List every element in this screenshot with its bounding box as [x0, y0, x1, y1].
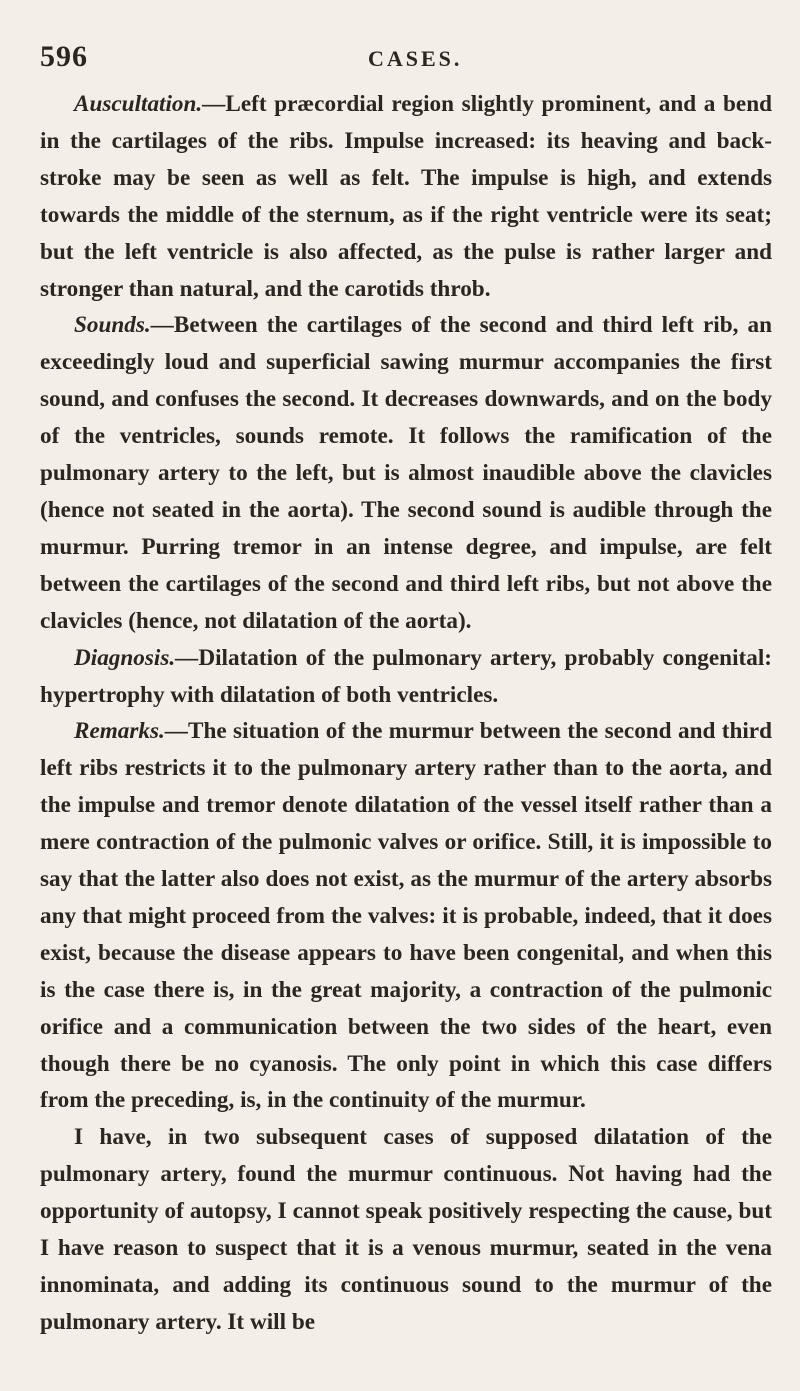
paragraph-subsequent-cases — [40, 1119, 772, 1340]
paragraph-heading: Diagnosis.— — [74, 644, 199, 671]
paragraph-diagnosis — [40, 640, 772, 714]
page-number: 596 — [40, 40, 88, 73]
paragraph-text: Left præcordial region slightly prominent, and a bend in the cartilages of the ribs. Impulse increased: its heaving and back-stroke may be seen as well as felt. The impulse is high, and extends towards the middle of the sternum, as if the right ventricle were its seat; but the left ventricle is also affected, as the pulse is rather larger and stronger than natural, and the carotids throb. — [40, 91, 772, 302]
body-text — [40, 86, 772, 1341]
page-header — [0, 40, 800, 80]
paragraph-heading: Sounds.— — [74, 312, 174, 339]
paragraph-heading: Remarks.— — [74, 718, 189, 745]
paragraph-heading: Auscultation.— — [74, 91, 226, 117]
paragraph-text: Between the cartilages of the second and third left rib, an exceedingly loud and superficial sawing murmur accompanies the first sound, and confuses the second. It decreases downwards, and on the body of the ventricles, sounds remote. It follows the ramification of the pulmonary artery to the left, but is almost inaudible above the clavicles (hence not seated in the aorta). The second sound is audible through the murmur. Purring tremor in an intense degree, and impulse, are felt between the cartilages of the second and third left ribs, but not above the clavicles (hence, not dilatation of the aorta). — [40, 312, 772, 634]
paragraph-text: Dilatation of the pulmonary artery, probably congenital: hypertrophy with dilatation of both ventricles. — [40, 644, 772, 708]
running-head: CASES. — [368, 46, 463, 71]
paragraph-text: The situation of the murmur between the second and third left ribs restricts it to the pulmonary artery rather than to the aorta, and the impulse and tremor denote dilatation of the vessel itself rather than a mere contraction of the pulmonic valves or orifice. Still, it is impossible to say that the latter also does not exist, as the murmur of the artery absorbs any that might proceed from the valves: it is probable, indeed, that it does exist, because the disease appears to have been congenital, and when this is the case there is, in the great majority, a contraction of the pulmonic orifice and a communication between the two sides of the heart, even though there be no cyanosis. The only point in which this case differs from the preceding, is, in the continuity of the murmur. — [40, 718, 772, 1114]
paragraph-auscultation — [40, 86, 772, 307]
paragraph-sounds — [40, 307, 772, 639]
paragraph-remarks — [40, 713, 772, 1119]
paragraph-text: I have, in two subsequent cases of supposed dilatation of the pulmonary artery, found the murmur continuous. Not having had the opportunity of autopsy, I cannot speak positively respecting the cause, but I have reason to suspect that it is a venous murmur, seated in the vena innominata, and adding its continuous sound to the murmur of the pulmonary artery. It will be — [40, 1124, 772, 1335]
